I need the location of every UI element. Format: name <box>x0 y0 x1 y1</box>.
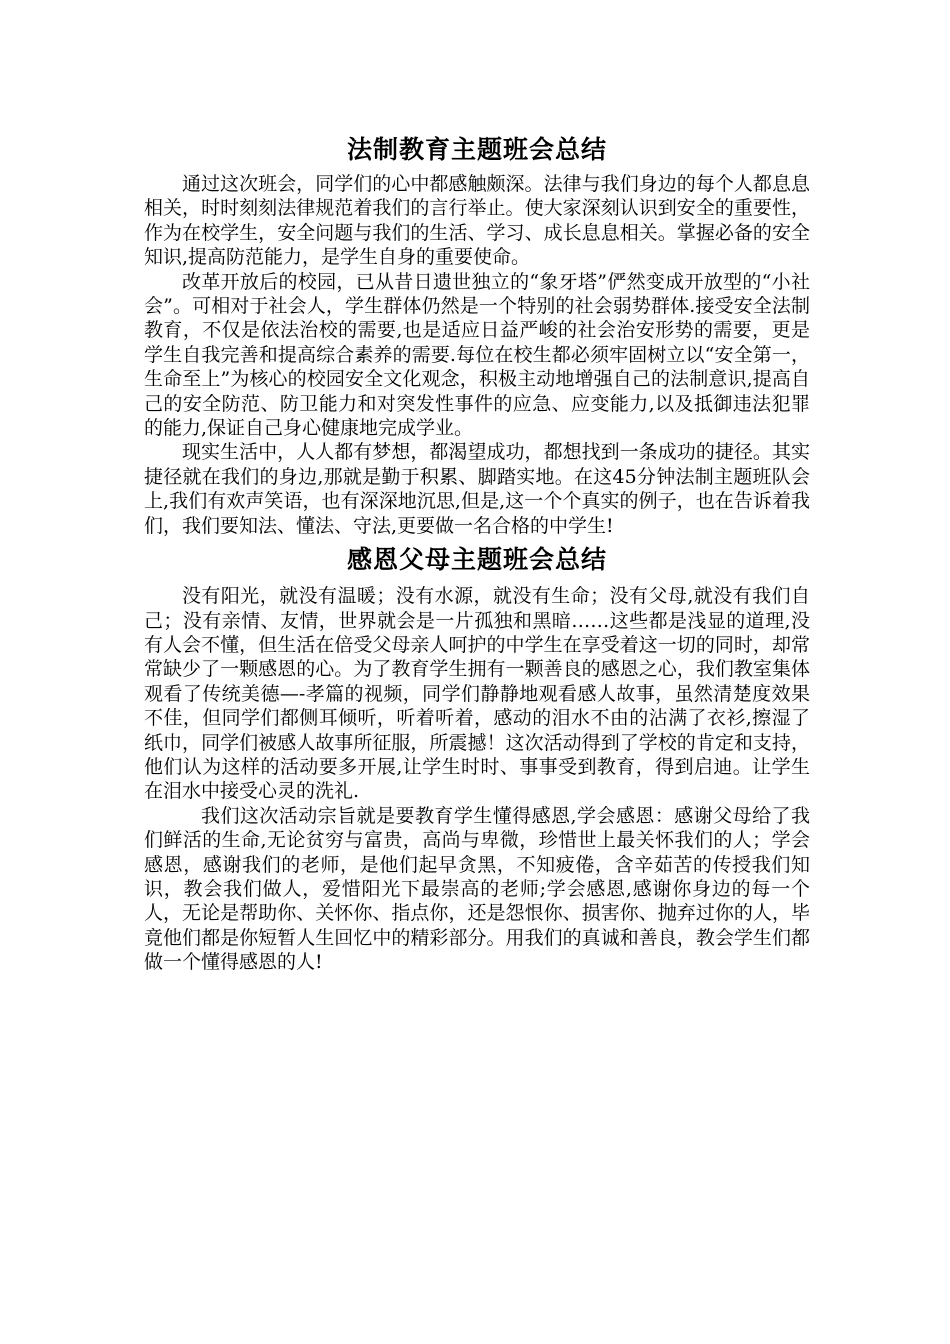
section-gratitude-parents <box>144 542 810 975</box>
section-title: 感恩父母主题班会总结 <box>346 545 607 575</box>
paragraph: 改革开放后的校园，已从昔日遗世独立的“象牙塔”俨然变成开放型的“小社会”。可相对于社会人，学生群体仍然是一个特别的社会弱势群体.接受安全法制教育，不仅是依法治校的需要,也是适应日益严峻的社会治安形势的需要，更是学生自我完善和提高综合素养的需要.每位在校生都必须牢固树立以“安全第一，生命至上”为核心的校园安全文化观念，积极主动地增强自己的法制意识,提高自己的安全防范、防卫能力和对突发性事件的应急、应变能力,以及抵御违法犯罪的能力,保证自己身心健康地完成学业。 <box>144 270 810 440</box>
section-title: 法制教育主题班会总结 <box>346 135 607 164</box>
paragraph: 没有阳光，就没有温暖；没有水源，就没有生命；没有父母,就没有我们自己；没有亲情、友情，世界就会是一片孤独和黑暗……这些都是浅显的道理,没有人会不懂，但生活在倍受父母亲人呵护的中学生在享受着这一切的同时，却常常缺少了一颗感恩的心。为了教育学生拥有一颗善良的感恩之心，我们教室集体观看了传统美德—-孝篇的视频，同学们静静地观看感人故事，虽然清楚度效果不佳，但同学们都侧耳倾听，听着听着，感动的泪水不由的沾满了衣衫,擦湿了纸巾，同学们被感人故事所征服，所震撼！这次活动得到了学校的肯定和支持，他们认为这样的活动要多开展,让学生时时、事事受到教育，得到启迪。让学生在泪水中接受心灵的洗礼. <box>144 585 810 803</box>
paragraph: 我们这次活动宗旨就是要教育学生懂得感恩,学会感恩：感谢父母给了我们鲜活的生命,无论贫穷与富贵，高尚与卑微，珍惜世上最关怀我们的人；学会感恩，感谢我们的老师，是他们起早贪黑，不知疲倦，含辛茹苦的传授我们知识，教会我们做人，爱惜阳光下最崇高的老师;学会感恩,感谢你身边的每一个人，无论是帮助你、关怀你、指点你，还是怨恨你、损害你、抛弃过你的人，毕竟他们都是你短暂人生回忆中的精彩部分。用我们的真诚和善良，教会学生们都做一个懂得感恩的人! <box>144 804 810 974</box>
section-legal-education <box>144 132 810 538</box>
document-page <box>144 132 810 975</box>
paragraph: 现实生活中，人人都有梦想，都渴望成功，都想找到一条成功的捷径。其实捷径就在我们的身边,那就是勤于积累、脚踏实地。在这45分钟法制主题班队会上,我们有欢声笑语，也有深深地沉思,但是,这一个个真实的例子，也在告诉着我们，我们要知法、懂法、守法,更要做一名合格的中学生! <box>144 441 810 537</box>
paragraph: 通过这次班会，同学们的心中都感触颇深。法律与我们身边的每个人都息息相关，时时刻刻法律规范着我们的言行举止。使大家深刻认识到安全的重要性，作为在校学生，安全问题与我们的生活、学习、成长息息相关。掌握必备的安全知识,提高防范能力，是学生自身的重要使命。 <box>144 173 810 269</box>
